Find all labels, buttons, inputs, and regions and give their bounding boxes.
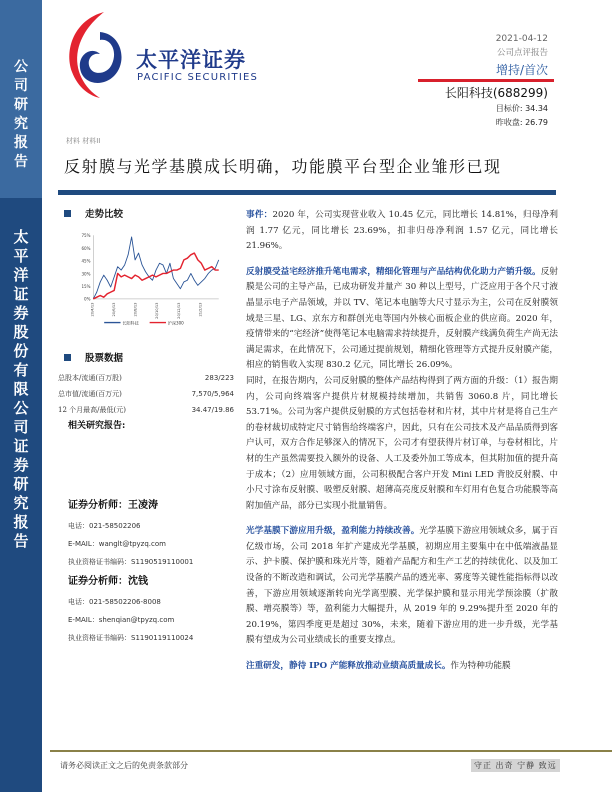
stock-name: 长阳科技(688299) bbox=[444, 86, 548, 100]
svg-text:20/6/13: 20/6/13 bbox=[111, 302, 116, 317]
bullet-square-icon bbox=[64, 354, 71, 361]
paragraph-lead: 光学基膜下游应用升级，盈利能力持续改善。 bbox=[246, 526, 420, 537]
prev-close-label: 昨收盘: bbox=[495, 118, 523, 127]
report-body bbox=[246, 208, 558, 675]
row-label: 12 个月最高/最低(元) bbox=[58, 406, 126, 414]
rating: 增持/首次 bbox=[495, 63, 548, 77]
svg-text:20/10/13: 20/10/13 bbox=[155, 302, 160, 319]
analyst-license: 执业资格证书编码：S1190119110024 bbox=[68, 634, 194, 642]
prev-close-value: 26.79 bbox=[525, 118, 548, 127]
report-meta bbox=[496, 32, 548, 80]
footer-disclaimer: 请务必阅读正文之后的免责条款部分 bbox=[60, 761, 188, 770]
row-value: 34.47/19.86 bbox=[191, 406, 234, 414]
svg-text:20/8/13: 20/8/13 bbox=[133, 302, 138, 317]
paragraph-text: 反射膜是公司的主导产品，已成功研发并量产 30 种以上型号，广泛应用于各个尺寸液晶显示电子产品领域，并以 TV、笔记本电脑等大尺寸显示为主，公司在反射膜领域是三星、LG、京东方和群创光电等国内外核心面板企业的供应商。2020 年，疫情带来的“宅经济”使得笔记本电脑需求持续提升，反射膜产线满负荷生产尚无法满足需求，在此情况下，公司通过提前规划，精细化管理等方式提升反射膜产能，相应的销售收入实现 830.2 亿元，同比增长 26.09%。 bbox=[246, 266, 558, 371]
stock-meta bbox=[445, 84, 548, 130]
footer-divider bbox=[50, 750, 612, 752]
svg-text:20/4/13: 20/4/13 bbox=[90, 302, 95, 317]
analyst-phone: 电话：021-58502206 bbox=[68, 522, 141, 530]
paragraph-text: 作为特种功能膜 bbox=[450, 661, 511, 672]
analyst-card bbox=[68, 495, 238, 571]
table-row bbox=[58, 370, 234, 386]
row-label: 总市值/流通(百万元) bbox=[58, 390, 122, 398]
stock-data-heading bbox=[58, 350, 123, 364]
svg-text:20/12/13: 20/12/13 bbox=[176, 302, 181, 319]
target-price-value: 34.34 bbox=[525, 104, 548, 113]
paragraph-product-upgrade: 同时，在报告期内，公司反射膜的整体产品结构得到了两方面的升级：（1）报告期内，公司向终端客户提供片材规模持续增加，共销售 3060.8 片，同比增长 53.71%。公司为客户提供反射膜的方式包括卷材和片材，其中片材是将自己生产的卷材裁切成特定尺寸销售给终端客户，因此，只有在公司技术及产品品质得到客户认可，双方合作足够深入的情况下，公司才有望获得片材订单，与卷材相比，片材的生产虽然需要投入额外的设备、人工及委外加工等成本，但其附加值的提升高于成本；（2）应用领域方面，公司积极配合客户开发 Mini LED 背胶反射膜、中小尺寸涂布反射膜、吸塑反射膜、超薄高亮度反射膜和车灯用有色复合功能膜等高附加值产品，部分已实现小批量销售。 bbox=[246, 375, 558, 511]
related-reports-heading: 相关研究报告: bbox=[68, 421, 126, 431]
analyst-name: 证券分析师：王凌涛 bbox=[68, 500, 158, 511]
row-value: 7,570/5,964 bbox=[191, 390, 234, 398]
left-column bbox=[58, 200, 236, 642]
footer-motto: 守正 出奇 宁静 致远 bbox=[471, 759, 560, 772]
paragraph-reflective-film bbox=[246, 265, 558, 374]
trend-heading bbox=[58, 206, 236, 220]
bullet-square-icon bbox=[64, 210, 71, 217]
svg-text:75%: 75% bbox=[81, 233, 91, 239]
stock-data-table bbox=[58, 370, 234, 418]
paragraph-lead: 反射膜受益宅经济推升笔电需求，精细化管理与产品结构优化助力产销升级。 bbox=[246, 266, 541, 277]
industry-category: 材料 材料II bbox=[66, 137, 101, 145]
paragraph-rnd bbox=[246, 659, 558, 675]
table-row bbox=[58, 386, 234, 402]
sidebar-label-report-type: 公 司 研 究 报 告 bbox=[14, 59, 28, 170]
analyst-card bbox=[68, 571, 238, 647]
svg-text:0%: 0% bbox=[84, 296, 91, 302]
row-label: 总股本/流通(百万股) bbox=[58, 374, 122, 382]
analyst-name: 证券分析师：沈钱 bbox=[68, 576, 148, 587]
analyst-email[interactable]: E-MAIL：shenqian@tpyzq.com bbox=[68, 616, 175, 624]
logo-text-en: PACIFIC SECURITIES bbox=[137, 72, 259, 83]
report-date: 2021-04-12 bbox=[495, 34, 548, 44]
paragraph-text: 2020 年，公司实现营业收入 10.45 亿元，同比增长 14.81%，归母净利润 1.77 亿元，同比增长 23.69%，扣非归母净利润 1.57 亿元，同比增长 21.96%。 bbox=[246, 210, 558, 252]
analyst-license: 执业资格证书编码：S1190519110001 bbox=[68, 558, 194, 566]
svg-text:45%: 45% bbox=[81, 258, 91, 264]
paragraph-lead: 注重研发，静待 IPO 产能释放推动业绩高质量成长。 bbox=[246, 661, 451, 672]
svg-text:15%: 15% bbox=[81, 284, 91, 289]
paragraph-optical-base-film bbox=[246, 524, 558, 649]
logo-mark-icon bbox=[64, 10, 126, 100]
svg-text:沪深300: 沪深300 bbox=[167, 320, 184, 326]
target-price-label: 目标价: bbox=[495, 104, 523, 113]
analyst-phone: 电话：021-58502206-8008 bbox=[68, 598, 161, 606]
prev-close bbox=[445, 116, 548, 130]
svg-text:60%: 60% bbox=[81, 245, 91, 251]
trend-heading-text: 走势比较 bbox=[85, 209, 124, 220]
row-value: 283/223 bbox=[204, 374, 234, 382]
report-type: 公司点评报告 bbox=[496, 48, 548, 58]
logo-text-cn: 太平洋证券 bbox=[136, 48, 246, 72]
trend-chart bbox=[58, 228, 234, 328]
table-row bbox=[58, 402, 234, 418]
svg-text:21/2/13: 21/2/13 bbox=[198, 302, 203, 317]
title-divider bbox=[58, 190, 556, 195]
svg-text:30%: 30% bbox=[81, 271, 91, 277]
report-title: 反射膜与光学基膜成长明确，功能膜平台型企业雏形已现 bbox=[64, 157, 502, 176]
paragraph-lead: 事件： bbox=[246, 210, 273, 220]
analyst-email[interactable]: E-MAIL：wanglt@tpyzq.com bbox=[68, 540, 166, 548]
stock-data-heading-text: 股票数据 bbox=[85, 353, 124, 364]
company-logo bbox=[64, 10, 264, 105]
paragraph-text: 光学基膜下游应用领域众多，属于百亿级市场，公司 2018 年扩产建成光学基膜，初期应用主要集中在中低端液晶显示、护卡膜、保护膜和珠光片等，随着产品配方和生产工艺的持续优化、以及加工设备的不断改造和调试，公司光学基膜产品的透光率、雾度等关键性能指标得以改善，下游应用领域逐渐转向光学离型膜、光学保护膜和显示用光学预涂膜（扩散膜、增亮膜等）等，盈利能力大幅提升，从 2019 年的 9.29%提升至 2020 年的 20.19%，第四季度更是超过 30%，未来，随着下游应用的进一步升级，光学基膜有望成为公司业绩成长的重要支撑点。 bbox=[246, 526, 558, 646]
header-divider bbox=[418, 79, 554, 82]
target-price bbox=[445, 102, 548, 116]
paragraph-event bbox=[246, 208, 558, 255]
sidebar-label-company: 太 平 洋 证 券 股 份 有 限 公 司 证 券 研 究 报 告 bbox=[13, 228, 29, 550]
svg-text:长阳科技: 长阳科技 bbox=[122, 320, 139, 326]
